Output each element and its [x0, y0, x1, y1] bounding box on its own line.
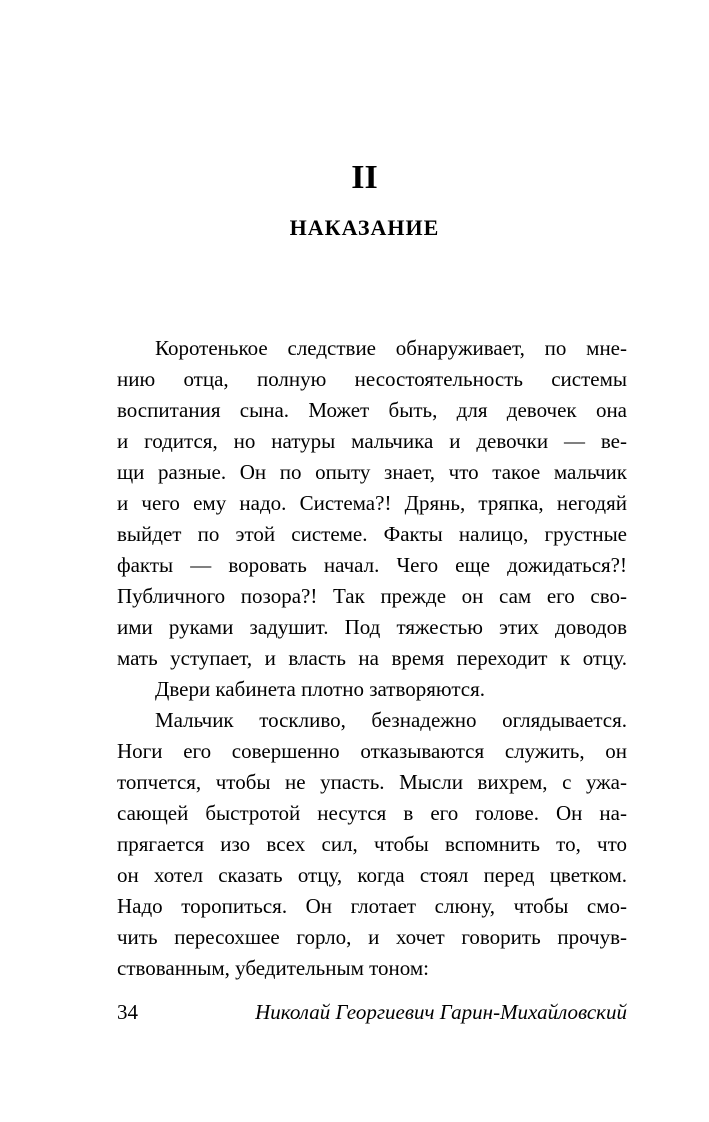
body-text — [117, 333, 627, 984]
text-line: нию отца, полную несостоятельность системы — [117, 367, 627, 391]
text-line: Коротенькое следствие обнаруживает, по мне- — [155, 336, 627, 360]
text-line: чить пересохшее горло, и хочет говорить прочув- — [117, 925, 627, 949]
text-line: выйдет по этой системе. Факты налицо, грустные — [117, 522, 627, 546]
text-line: мать уступает, и власть на время переходит к отцу. — [117, 646, 627, 670]
text-line: Двери кабинета плотно затворяются. — [155, 677, 485, 701]
text-line: Мальчик тоскливо, безнадежно оглядывается. — [155, 708, 627, 732]
text-line: он хотел сказать отцу, когда стоял перед цветком. — [117, 863, 627, 887]
text-line: прягается изо всех сил, чтобы вспомнить то, что — [117, 832, 627, 856]
text-line: сающей быстротой несутся в его голове. Он на- — [117, 801, 627, 825]
text-line: и чего ему надо. Система?! Дрянь, тряпка, негодяй — [117, 491, 627, 515]
text-line: Надо торопиться. Он глотает слюну, чтобы смо- — [117, 894, 627, 918]
text-line: факты — воровать начал. Чего еще дожидаться?! — [117, 553, 627, 577]
text-line: щи разные. Он по опыту знает, что такое мальчик — [117, 460, 627, 484]
text-line: Публичного позора?! Так прежде он сам его сво- — [117, 584, 627, 608]
running-footer-author: Николай Георгиевич Гарин-Михайловский — [255, 1000, 627, 1024]
page-number: 34 — [117, 1000, 138, 1024]
text-line: ими руками задушит. Под тяжестью этих доводов — [117, 615, 627, 639]
text-line: топчется, чтобы не упасть. Мысли вихрем, с ужа- — [117, 770, 627, 794]
text-line: и годится, но натуры мальчика и девочки — ве- — [117, 429, 627, 453]
page-footer — [117, 997, 627, 1027]
text-line: ствованным, убедительным тоном: — [117, 956, 430, 980]
chapter-title: НАКАЗАНИЕ — [289, 215, 440, 240]
chapter-number: II — [351, 159, 378, 196]
text-line: воспитания сына. Может быть, для девочек она — [117, 398, 627, 422]
text-line: Ноги его совершенно отказываются служить, он — [117, 739, 627, 763]
